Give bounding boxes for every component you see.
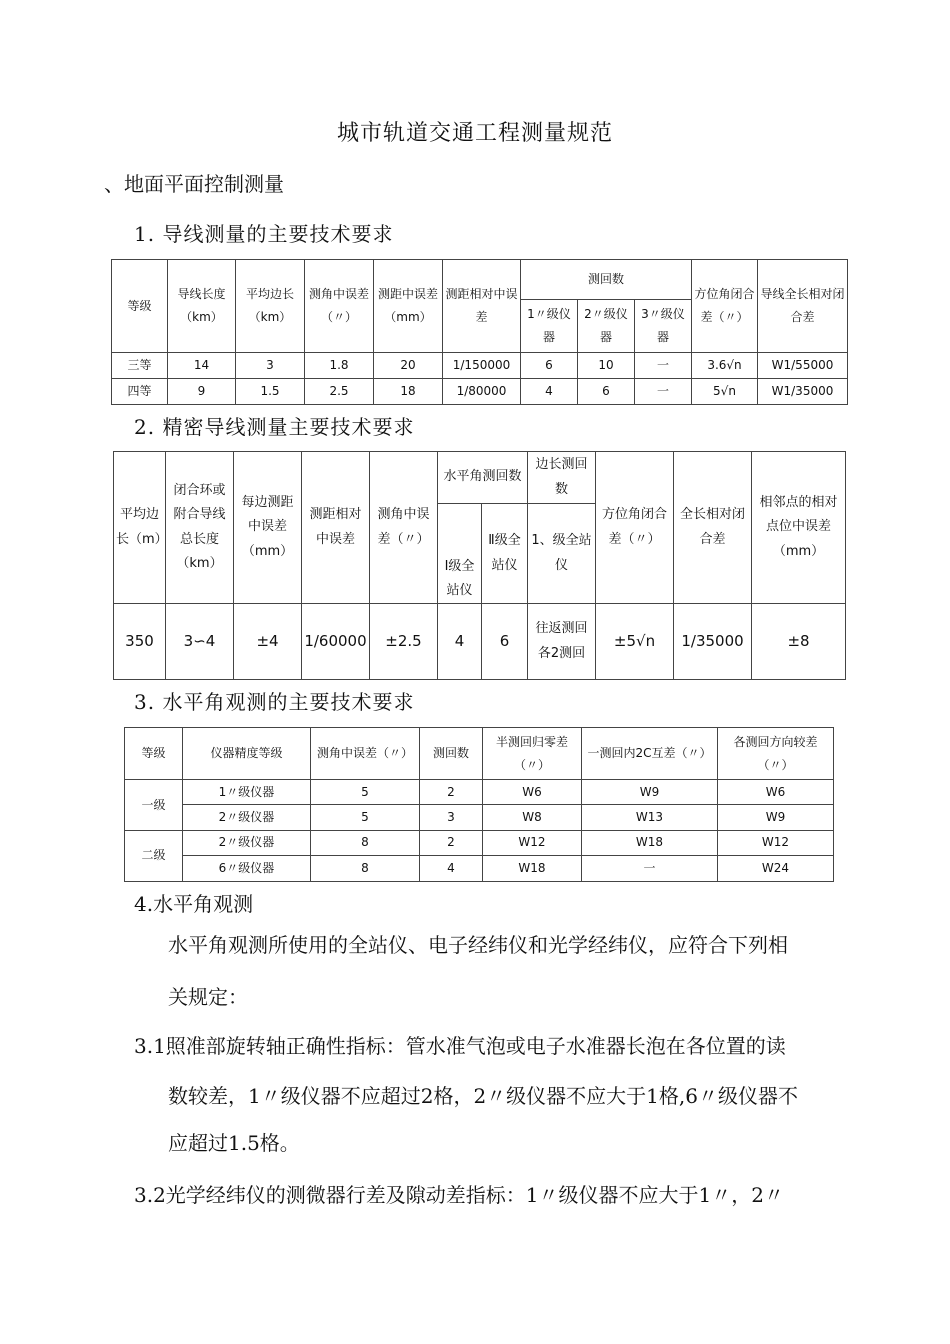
table-cell: 4	[521, 379, 578, 405]
header-2c: 一测回内2C互差（〃）	[582, 728, 718, 780]
paragraph-line: 3.1照准部旋转轴正确性指标：管水准气泡或电子水准器长泡在各位置的读	[134, 1034, 786, 1058]
table-cell: W12	[718, 830, 834, 855]
table-cell: W13	[582, 805, 718, 830]
paragraph-line: 数较差，1〃级仪器不应超过2格，2〃级仪器不应大于1格,6〃级仪器不	[168, 1084, 798, 1108]
header-avg-side: 平均边长（m）	[114, 452, 166, 604]
subsection-heading-2: 2. 精密导线测量主要技术要求	[134, 415, 415, 439]
table-cell: 2.5	[305, 379, 374, 405]
header-adjacent: 相邻点的相对点位中误差（mm）	[752, 452, 846, 604]
header-rounds: 测回数	[521, 260, 692, 300]
table-cell: 3	[420, 805, 483, 830]
table-cell: W18	[483, 855, 582, 881]
header-side-rounds: 边长测回数	[528, 452, 596, 504]
table-cell: 往返测回各2测回	[528, 604, 596, 680]
table-row	[125, 855, 834, 881]
table-cell: 2	[420, 780, 483, 805]
traverse-requirements-table	[111, 259, 848, 405]
table-cell: 3	[236, 353, 305, 379]
header-precision: 仪器精度等级	[183, 728, 311, 780]
header-r3: 3〃级仪器	[635, 300, 692, 353]
table-cell: W12	[483, 830, 582, 855]
table-row	[125, 805, 834, 830]
header-length: 导线长度（km）	[168, 260, 236, 353]
table-cell: ±8	[752, 604, 846, 680]
page-title: 城市轨道交通工程测量规范	[336, 121, 613, 146]
table-row	[125, 780, 834, 805]
header-rounds: 测回数	[420, 728, 483, 780]
table-cell: W8	[483, 805, 582, 830]
table-cell: 5	[311, 780, 420, 805]
table-cell: 3.6√n	[692, 353, 758, 379]
subsection-heading-1: 1. 导线测量的主要技术要求	[134, 222, 394, 246]
table-cell: W18	[582, 830, 718, 855]
header-hz-rounds: 水平角测回数	[438, 452, 528, 504]
precise-traverse-table	[113, 451, 846, 680]
table-cell: 1/150000	[443, 353, 521, 379]
table-row	[114, 604, 846, 680]
header-i-level: Ⅰ级全站仪	[438, 504, 482, 604]
header-azimuth: 方位角闭合差（〃）	[596, 452, 674, 604]
header-ii-level: Ⅱ级全站仪	[482, 504, 528, 604]
header-angle-error: 测角中误差（〃）	[305, 260, 374, 353]
header-r1: 1〃级仪器	[521, 300, 578, 353]
table-cell: 6	[521, 353, 578, 379]
header-angle-error: 测角中误差（〃）	[370, 452, 438, 604]
table-cell: 20	[374, 353, 443, 379]
table-cell: 4	[420, 855, 483, 881]
table-cell: 10	[578, 353, 635, 379]
header-distance-error: 测距中误差（mm）	[374, 260, 443, 353]
table-cell: W9	[718, 805, 834, 830]
table-cell: 8	[311, 855, 420, 881]
header-r2: 2〃级仪器	[578, 300, 635, 353]
table-cell: W6	[483, 780, 582, 805]
header-one-level: 1、级全站仪	[528, 504, 596, 604]
header-direction: 各测回方向较差（〃）	[718, 728, 834, 780]
table-cell: W24	[718, 855, 834, 881]
table-cell: 1/80000	[443, 379, 521, 405]
table-cell: W1/55000	[758, 353, 848, 379]
table-cell: 1/60000	[302, 604, 370, 680]
table-cell: 1.5	[236, 379, 305, 405]
header-grade: 等级	[125, 728, 183, 780]
horizontal-angle-table	[124, 727, 834, 882]
table-cell: 四等	[112, 379, 168, 405]
table-cell: W6	[718, 780, 834, 805]
table-cell: 4	[438, 604, 482, 680]
header-side: 平均边长（km）	[236, 260, 305, 353]
table-cell: 1〃级仪器	[183, 780, 311, 805]
table-cell: 一	[635, 379, 692, 405]
table-cell: 2〃级仪器	[183, 830, 311, 855]
header-azimuth: 方位角闭合差（〃）	[692, 260, 758, 353]
header-closure: 导线全长相对闭合差	[758, 260, 848, 353]
header-total-length: 闭合环或附合导线总长度（km）	[166, 452, 234, 604]
table-cell: 350	[114, 604, 166, 680]
table-cell: ±2.5	[370, 604, 438, 680]
header-distance-error: 每边测距中误差（mm）	[234, 452, 302, 604]
header-relative-error: 测距相对中误差	[443, 260, 521, 353]
group-grade: 一级	[125, 780, 183, 830]
table-cell: 2〃级仪器	[183, 805, 311, 830]
table-cell: 5	[311, 805, 420, 830]
table-row	[112, 379, 848, 405]
table-cell: 三等	[112, 353, 168, 379]
table-cell: 1.8	[305, 353, 374, 379]
table-cell: 6	[578, 379, 635, 405]
table-cell: 1/35000	[674, 604, 752, 680]
section-heading: 、地面平面控制测量	[104, 172, 284, 196]
header-half-round: 半测回归零差（〃）	[483, 728, 582, 780]
table-cell: W9	[582, 780, 718, 805]
table-cell: 3∽4	[166, 604, 234, 680]
table-cell: 一	[582, 855, 718, 881]
table-cell: 9	[168, 379, 236, 405]
subsection-heading-3: 3. 水平角观测的主要技术要求	[134, 690, 415, 714]
paragraph-line: 应超过1.5格。	[168, 1131, 300, 1155]
table-cell: 6〃级仪器	[183, 855, 311, 881]
subsection-heading-4: 4.水平角观测	[134, 892, 254, 916]
table-cell: 14	[168, 353, 236, 379]
header-angle-error: 测角中误差（〃）	[311, 728, 420, 780]
table-cell: 2	[420, 830, 483, 855]
header-grade: 等级	[112, 260, 168, 353]
group-grade: 二级	[125, 830, 183, 881]
table-cell: 5√n	[692, 379, 758, 405]
table-cell: 一	[635, 353, 692, 379]
header-closure: 全长相对闭合差	[674, 452, 752, 604]
table-row	[112, 353, 848, 379]
table-cell: 8	[311, 830, 420, 855]
paragraph-line: 水平角观测所使用的全站仪、电子经纬仪和光学经纬仪，应符合下列相	[168, 933, 788, 957]
table-cell: 6	[482, 604, 528, 680]
table-cell: 18	[374, 379, 443, 405]
table-cell: W1/35000	[758, 379, 848, 405]
table-cell: ±5√n	[596, 604, 674, 680]
paragraph-line: 3.2光学经纬仪的测微器行差及隙动差指标：1〃级仪器不应大于1〃，2〃	[134, 1183, 784, 1207]
header-relative-error: 测距相对中误差	[302, 452, 370, 604]
paragraph-line: 关规定：	[168, 985, 248, 1009]
table-cell: ±4	[234, 604, 302, 680]
table-row	[125, 830, 834, 855]
